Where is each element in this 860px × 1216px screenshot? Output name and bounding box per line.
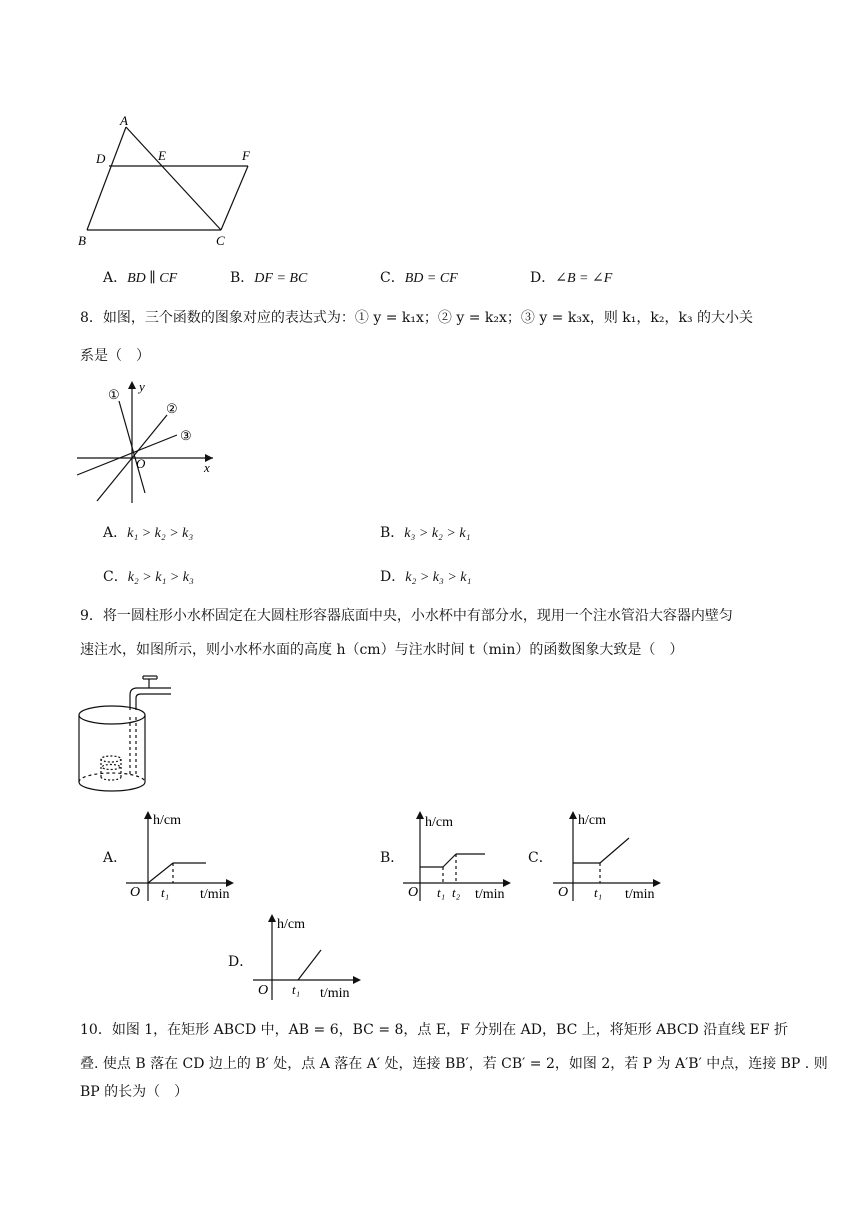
q7-label-C: C xyxy=(216,233,225,248)
q9-stem-line1: 9．将一圆柱形小水杯固定在大圆柱形容器底面中央，小水杯中有部分水，现用一个注水管沿大容器内壁匀 xyxy=(80,608,733,624)
q7-label-A: A xyxy=(120,113,128,128)
q9b-label-t: t/min xyxy=(475,887,505,902)
q9b-label-h: h/cm xyxy=(425,815,453,830)
q9a-label-h: h/cm xyxy=(153,813,181,828)
q8-figure xyxy=(75,375,225,510)
q8-stem-line1: 8．如图，三个函数的图象对应的表达式为：① y = k₁x；② y = k₂x；③ y = k₃x，则 k₁，k₂，k₃ 的大小关 xyxy=(80,310,754,326)
q8-option-d-letter: D． xyxy=(380,569,406,585)
q10-stem-line3: BP 的长为（ ） xyxy=(80,1084,189,1100)
q8-label-O: O xyxy=(136,456,146,471)
q9d-label-t: t/min xyxy=(320,986,350,1001)
q9-option-a-graph[interactable] xyxy=(118,805,248,905)
q9b-label-t2: t₂ xyxy=(452,885,461,900)
q9c-label-O: O xyxy=(558,885,569,900)
q7-option-d-letter: D． xyxy=(530,270,556,286)
q7-label-F: F xyxy=(242,148,250,163)
q9c-label-h: h/cm xyxy=(578,813,606,828)
q8-label-circle1: ① xyxy=(108,387,120,402)
q9-option-d-graph[interactable] xyxy=(245,910,375,1010)
q7-option-b-text: DF = BC xyxy=(254,271,308,286)
q9d-label-t1: t₁ xyxy=(292,982,301,997)
q9a-label-O: O xyxy=(130,885,141,900)
q9-option-c-graph[interactable] xyxy=(545,805,675,905)
q8-label-circle2: ② xyxy=(166,401,178,416)
q8-option-c[interactable] xyxy=(103,567,194,588)
q8-option-a-letter: A． xyxy=(103,525,128,541)
q7-option-a-text: BD ∥ CF xyxy=(127,271,178,286)
q10-stem-line1: 10．如图 1，在矩形 ABCD 中，AB = 6，BC = 8，点 E，F 分别在 AD，BC 上，将矩形 ABCD 沿直线 EF 折 xyxy=(80,1022,789,1038)
q7-option-d[interactable] xyxy=(530,268,612,289)
q9d-label-h: h/cm xyxy=(277,917,305,932)
q8-label-x: x xyxy=(204,460,210,475)
q7-option-c-text: BD = CF xyxy=(404,271,458,286)
q7-option-b[interactable] xyxy=(230,268,307,289)
q8-option-b-letter: B． xyxy=(380,525,405,541)
q9-option-c-letter[interactable]: C． xyxy=(528,850,553,866)
q8-option-c-letter: C． xyxy=(103,569,128,585)
q9c-label-t1: t₁ xyxy=(594,885,603,900)
q7-label-D: D xyxy=(96,151,106,166)
q9b-label-O: O xyxy=(408,885,419,900)
q8-option-a[interactable] xyxy=(103,523,193,544)
q9b-label-t1: t₁ xyxy=(437,885,446,900)
q9-option-a-letter[interactable]: A． xyxy=(103,850,128,866)
q9-option-b-graph[interactable] xyxy=(395,805,525,905)
q7-option-b-letter: B． xyxy=(230,270,255,286)
q10-stem-line2: 叠. 使点 B 落在 CD 边上的 B′ 处，点 A 落在 A′ 处，连接 BB′，若 CB′ = 2，如图 2，若 P 为 A′B′ 中点，连接 BP . 则 xyxy=(80,1056,828,1072)
q7-label-B: B xyxy=(78,233,86,248)
q9-stem-line2: 速注水，如图所示，则小水杯水面的高度 h（cm）与注水时间 t（min）的函数图象大致是（ ） xyxy=(80,642,684,658)
q8-option-b-text: k₃ > k₂ > k₁ xyxy=(404,526,471,541)
q9-option-d-letter[interactable]: D． xyxy=(228,954,254,970)
q9a-label-t1: t₁ xyxy=(161,885,170,900)
q9a-label-t: t/min xyxy=(200,887,230,902)
q8-stem-line2: 系是（ ） xyxy=(80,348,150,364)
q7-option-a-letter: A． xyxy=(103,270,128,286)
q8-option-b[interactable] xyxy=(380,523,470,544)
q7-option-a[interactable] xyxy=(103,268,177,289)
q8-option-c-text: k₂ > k₁ > k₃ xyxy=(127,570,194,585)
q7-option-c[interactable] xyxy=(380,268,458,289)
q8-option-d[interactable] xyxy=(380,567,471,588)
q9-container-figure xyxy=(75,670,185,800)
q7-figure xyxy=(70,110,270,250)
q8-option-d-text: k₂ > k₃ > k₁ xyxy=(405,570,472,585)
q8-option-a-text: k₁ > k₂ > k₃ xyxy=(127,526,194,541)
q9c-label-t: t/min xyxy=(625,887,655,902)
q9-option-b-letter[interactable]: B． xyxy=(380,850,405,866)
q8-label-y: y xyxy=(139,379,145,394)
q7-option-d-text: ∠B = ∠F xyxy=(555,271,613,286)
q9d-label-O: O xyxy=(258,983,269,998)
q8-label-circle3: ③ xyxy=(180,428,192,443)
q7-label-E: E xyxy=(158,148,166,163)
q7-option-c-letter: C． xyxy=(380,270,405,286)
